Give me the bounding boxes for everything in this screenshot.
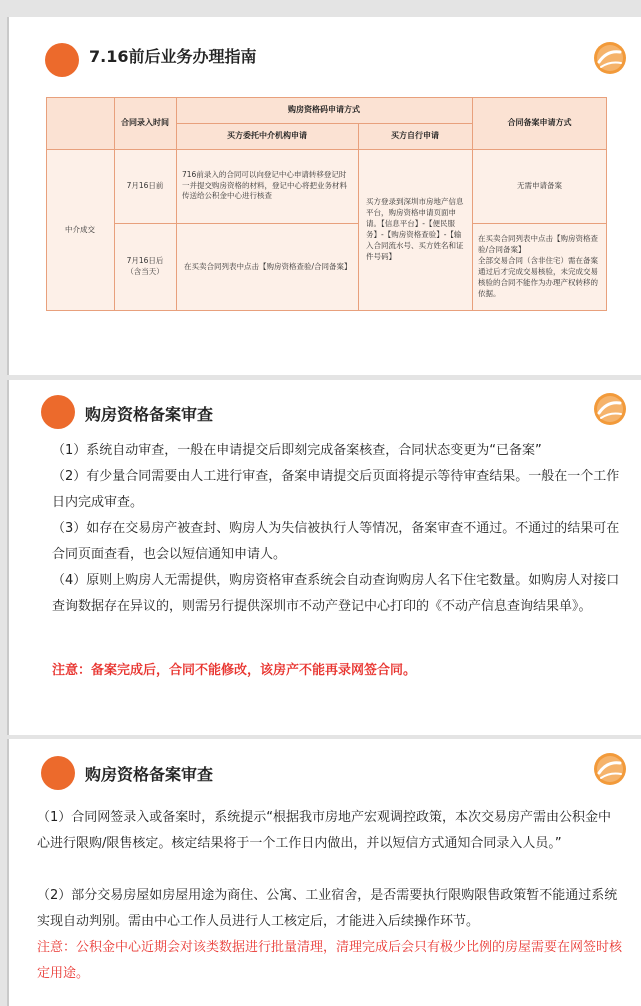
before-716-label: 7月16日前 (114, 149, 176, 223)
table-border (46, 97, 607, 98)
orange-bullet-icon (45, 43, 79, 77)
table-gridline (114, 97, 115, 311)
paragraph-1: （1）合同网签录入或备案时，系统提示“根据我市房地产宏观调控政策，本次交易房产需由公积金中心进行限购/限售核定。核定结果将于一个工作日内做出，并以短信方式通知合同录入人员。” (37, 810, 612, 851)
paragraph-2: （2）部分交易房屋如房屋用途为商住、公寓、工业宿舍，是否需要执行限购限售政策暂不能通过系统实现自动判别。需由中心工作人员进行人工核定后，才能进入后续操作环节。 (37, 888, 618, 929)
after-agency-text: 在买卖合同列表中点击【购房资格查验/合同备案】 (176, 223, 358, 311)
slide-title: 购房资格备案审查 (85, 405, 214, 424)
row-label-agency-deal: 中介成交 (46, 149, 114, 311)
table-border (46, 97, 47, 311)
table-gridline (472, 223, 607, 224)
header-self-apply: 买方自行申请 (358, 123, 472, 149)
company-logo-icon (593, 752, 627, 786)
table-border (46, 310, 607, 311)
slide-title: 购房资格备案审查 (85, 765, 214, 784)
after-filing-text: 在买卖合同列表中点击【购房资格查验/合同备案】 全部交易合同（含非住宅）需在备案通过后才完成交易核验，未完成交易核验的合同不能作为办理产权转移的依据。 (472, 223, 607, 311)
slide-business-guide (7, 17, 641, 375)
paragraph-2: （2）有少量合同需要由人工进行审查，备案申请提交后页面将提示等待审查结果。一般在一个工作日内完成审查。 (52, 469, 620, 510)
before-agency-text: 716前录入的合同可以向登记中心申请转移登记时一并提交购房资格的材料，登记中心将把业务材料传送给公积金中心进行核查 (176, 149, 358, 223)
header-filing-method: 合同备案申请方式 (472, 97, 607, 149)
slide-qualification-review (7, 380, 641, 735)
slide-qualification-review-2 (7, 739, 641, 1006)
table-gridline (358, 123, 359, 311)
table-gridline (176, 97, 177, 311)
guide-table (46, 97, 607, 311)
after-716-label: 7月16日后 （含当天） (114, 223, 176, 311)
header-agency-apply: 买方委托中介机构申请 (176, 123, 358, 149)
self-apply-text: 买方登录到深圳市房地产信息平台，购房资格申请页面申请。【信息平台】-【便民服务】-【购房资格查验】-【输入合同流水号、买方姓名和证件号码】 (358, 149, 472, 311)
paragraph-4: （4）原则上购房人无需提供，购房资格审查系统会自动查询购房人名下住宅数量。如购房人对接口查询数据存在异议的，则需另行提供深圳市不动产登记中心打印的《不动产信息查询结果单》。 (52, 573, 620, 614)
company-logo-icon (593, 392, 627, 426)
before-filing-text: 无需申请备案 (472, 149, 607, 223)
header-qualification-method: 购房资格码申请方式 (176, 97, 472, 123)
orange-bullet-icon (41, 395, 75, 429)
orange-bullet-icon (41, 756, 75, 790)
table-gridline (114, 223, 358, 224)
warning-note: 注意：备案完成后，合同不能修改，该房产不能再录网签合同。 (52, 663, 417, 678)
header-entry-time: 合同录入时间 (114, 97, 176, 149)
header-corner (46, 97, 114, 149)
paragraph-3: （3）如存在交易房产被查封、购房人为失信被执行人等情况，备案审查不通过。不通过的结果可在合同页面查看，也会以短信通知申请人。 (52, 521, 620, 562)
paragraph-1: （1）系统自动审查，一般在申请提交后即刻完成备案核查，合同状态变更为“已备案” (52, 443, 542, 458)
table-border (606, 97, 607, 311)
table-gridline (472, 97, 473, 311)
slide-title: 7.16前后业务办理指南 (89, 47, 257, 66)
warning-note: 注意：公积金中心近期会对该类数据进行批量清理，清理完成后会只有极少比例的房屋需要在网签时核定用途。 (37, 940, 623, 981)
table-gridline (176, 123, 472, 124)
table-gridline (46, 149, 607, 150)
company-logo-icon (593, 41, 627, 75)
